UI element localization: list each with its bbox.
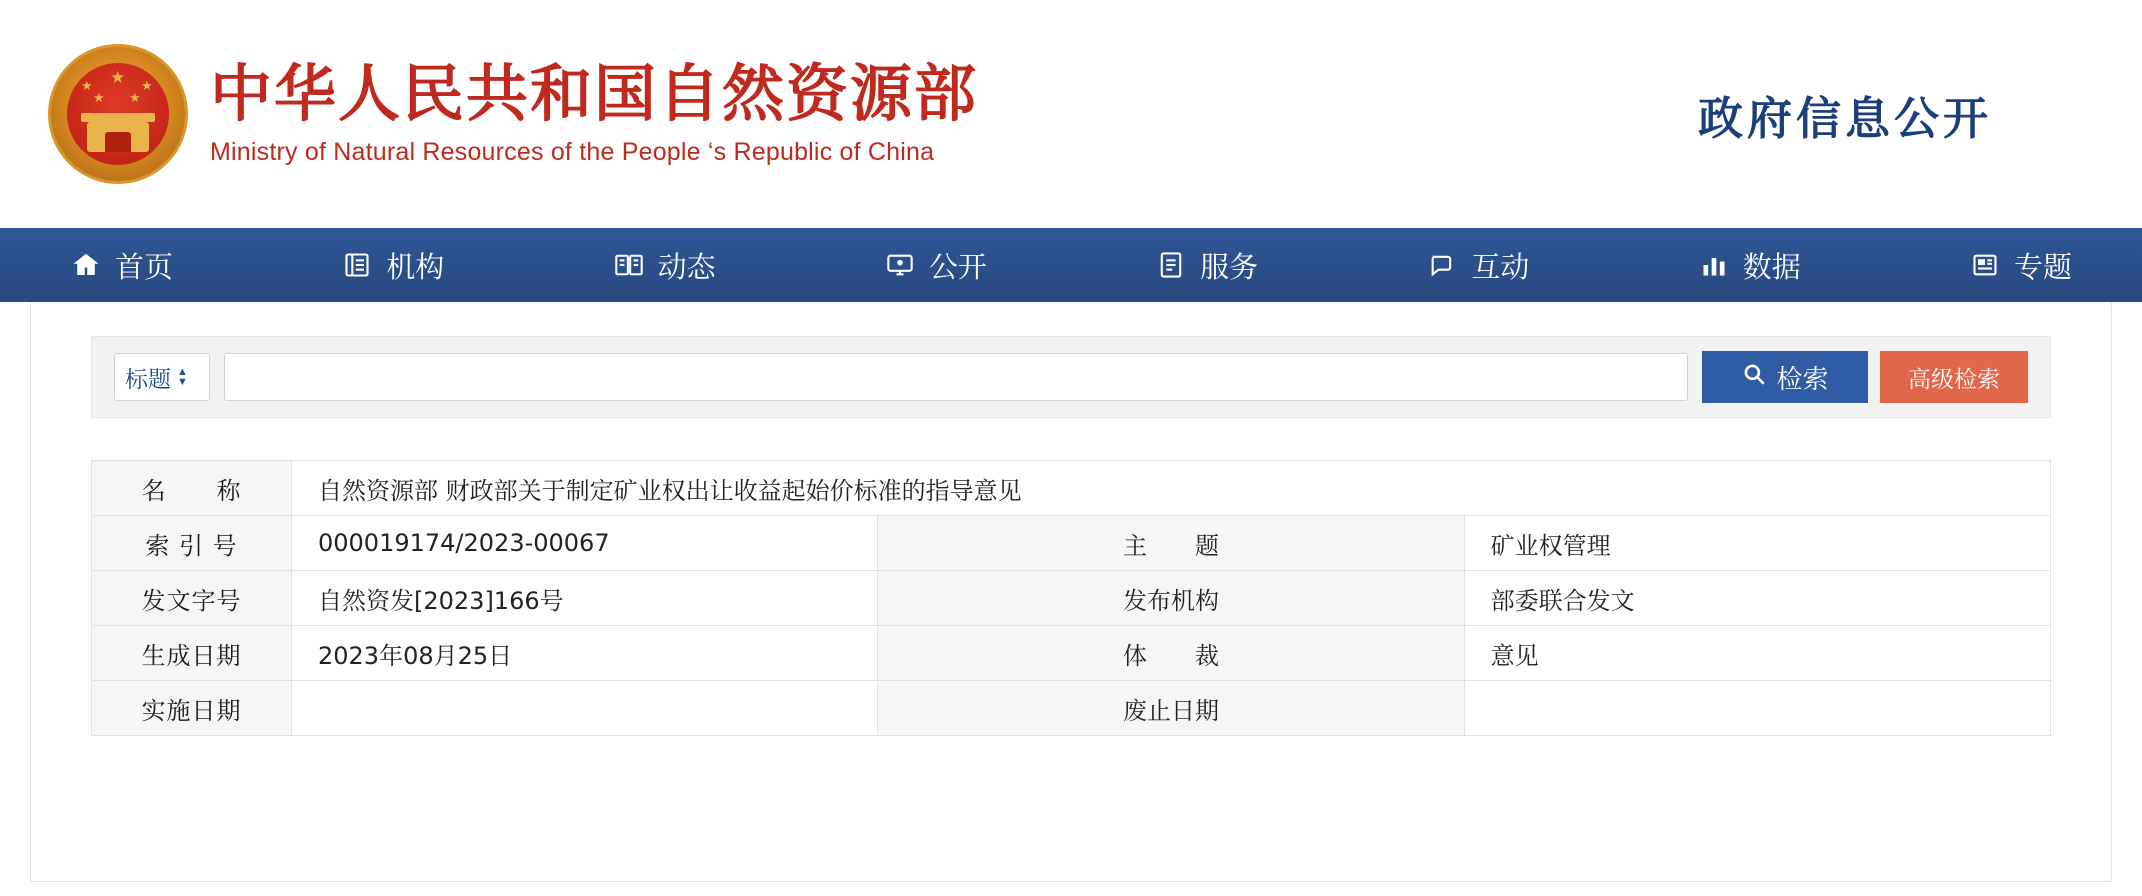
- star-icon: ★: [129, 90, 141, 105]
- page-body: [0, 302, 2142, 882]
- document-meta-table: [91, 460, 2051, 736]
- nav-item-home[interactable]: [70, 245, 341, 286]
- search-field-selector-label: 标题: [125, 366, 171, 393]
- nav-item-interaction[interactable]: [1426, 245, 1697, 286]
- nav-item-disclosure[interactable]: [884, 245, 1155, 286]
- meta-label-doc-no: 发文字号: [92, 571, 292, 626]
- search-icon: [1741, 361, 1767, 394]
- nav-item-label: 动态: [657, 249, 716, 284]
- meta-label-effective-date: 实施日期: [92, 681, 292, 736]
- chat-bubble-icon: [1426, 249, 1458, 281]
- nav-item-data[interactable]: [1698, 245, 1969, 286]
- star-icon: ★: [93, 90, 105, 105]
- site-title-block: [210, 57, 979, 167]
- meta-value-genre: 意见: [1464, 626, 2050, 681]
- building-icon: [341, 249, 373, 281]
- search-bar: [91, 336, 2051, 418]
- book-icon: [613, 249, 645, 281]
- meta-label-issuing-agency: 发布机构: [878, 571, 1464, 626]
- table-row: [92, 626, 2051, 681]
- home-icon: [70, 249, 102, 281]
- nav-item-label: 服务: [1200, 249, 1259, 284]
- nav-item-label: 首页: [115, 249, 174, 284]
- nav-item-news[interactable]: [613, 245, 884, 286]
- meta-value-index-no: 000019174/2023-00067: [292, 516, 878, 571]
- nav-item-organization[interactable]: [341, 245, 612, 286]
- content-frame: [30, 302, 2112, 882]
- meta-value-repeal-date: [1464, 681, 2050, 736]
- national-emblem-icon: [48, 44, 188, 184]
- bar-chart-icon: [1698, 249, 1730, 281]
- nav-item-label: 数据: [1742, 249, 1801, 284]
- meta-label-subject: 主 题: [878, 516, 1464, 571]
- search-button[interactable]: [1702, 351, 1868, 403]
- meta-label-index-no: 索 引 号: [92, 516, 292, 571]
- meta-value-subject: 矿业权管理: [1464, 516, 2050, 571]
- search-input[interactable]: [224, 353, 1688, 401]
- meta-label-created-date: 生成日期: [92, 626, 292, 681]
- site-title-en: Ministry of Natural Resources of the People ‘s Republic of China: [210, 137, 935, 166]
- meta-value-issuing-agency: 部委联合发文: [1464, 571, 2050, 626]
- chevron-updown-icon: ▲ ▼: [177, 366, 188, 388]
- nav-item-topics[interactable]: [1969, 245, 2072, 286]
- site-title-cn: 中华人民共和国自然资源部: [210, 57, 979, 131]
- meta-label-genre: 体 裁: [878, 626, 1464, 681]
- site-header: [0, 0, 2142, 228]
- main-nav: [0, 228, 2142, 302]
- nav-item-service[interactable]: [1155, 245, 1426, 286]
- nav-item-label: 公开: [928, 249, 987, 284]
- page-title: 政府信息公开: [1697, 91, 1992, 145]
- nav-item-label: 互动: [1471, 249, 1530, 284]
- advanced-search-button[interactable]: [1880, 351, 2028, 403]
- meta-label-repeal-date: 废止日期: [878, 681, 1464, 736]
- search-button-label: 检索: [1776, 364, 1829, 395]
- news-icon: [1969, 249, 2001, 281]
- meta-value-effective-date: [292, 681, 878, 736]
- table-row: [92, 571, 2051, 626]
- advanced-search-label: 高级检索: [1908, 366, 2000, 393]
- star-icon: ★: [110, 68, 126, 87]
- monitor-icon: [884, 249, 916, 281]
- table-row: [92, 516, 2051, 571]
- nav-item-label: 机构: [386, 249, 445, 284]
- search-field-selector[interactable]: [114, 353, 210, 401]
- content-bottom-spacer: [91, 736, 2051, 796]
- meta-value-doc-no: 自然资发[2023]166号: [292, 571, 878, 626]
- nav-item-label: 专题: [2013, 249, 2072, 284]
- document-pen-icon: [1155, 249, 1187, 281]
- meta-value-name: 自然资源部 财政部关于制定矿业权出让收益起始价标准的指导意见: [292, 461, 2051, 516]
- meta-label-name: 名 称: [92, 461, 292, 516]
- star-icon: ★: [141, 78, 153, 93]
- table-row: [92, 681, 2051, 736]
- meta-value-created-date: 2023年08月25日: [292, 626, 878, 681]
- star-icon: ★: [81, 78, 93, 93]
- table-row: [92, 461, 2051, 516]
